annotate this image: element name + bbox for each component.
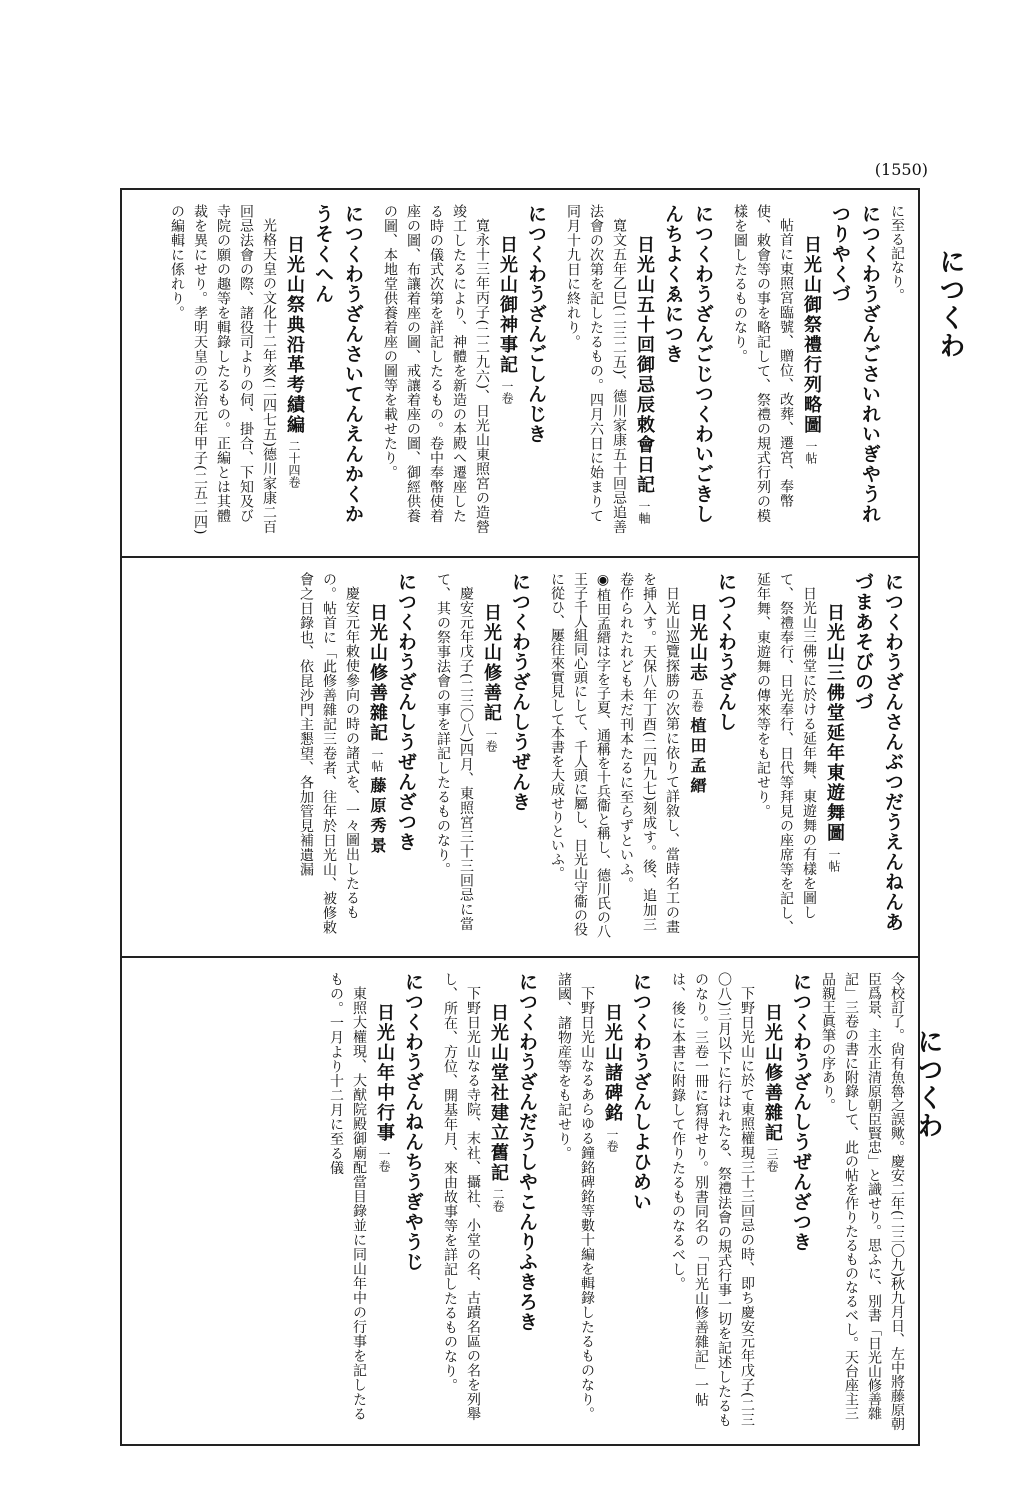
entry-title: 日光山三佛堂延年東遊舞圖 — [824, 602, 845, 843]
entry-body: 日光山巡覽探勝の次第に依りて詳敘し、當時名工の畫を挿入す。天保八年丁酉(二四九七)刻成す。後、追加三卷作られたれども未だ刊本たるに至らずといふ。 — [618, 572, 680, 934]
entry-title-line — [758, 1003, 786, 1432]
entry-body: 下野日光山に於て東照權現三十三回忌の時、即ち慶安元年戊子(二三〇八)三月以下に行はれたる、祭禮法會の規式行事一切を記述したるものなり。三卷一冊に寫得せり。別書同名の「日光山修善雜記」一帖は、後に本書に附錄して作りたるものなるべし。 — [670, 972, 755, 1428]
dictionary-entry — [751, 572, 908, 938]
entry-title: 日光山年中行事 — [374, 1002, 395, 1143]
page-number: (1550) — [874, 160, 928, 179]
entry-reading: につくわうざんごじつくわいごきしんちよくゑにつき — [662, 204, 714, 524]
entry-reading: につくわうざんさいてんえんかくかうそくへん — [312, 204, 364, 524]
entry-body: 慶安元年戊子(二三〇八)四月、東照宮三十三回忌に當て、其の祭事法會の事を詳記したるものなり。 — [435, 572, 474, 932]
entry-body: 帖首に東照宮臨號、贈位、改葬、遷宮、奉幣使、敕會等の事を略記して、祭禮の規式行列の模樣を圖したるものなり。 — [732, 204, 794, 523]
running-head-top: につくわ — [935, 248, 965, 360]
entry-title-line — [363, 603, 391, 938]
entry-note: ◉植田孟縉は字を子夏、通稱を十兵衞と稱し、德川氏の八王子千人組同心頭にして、千人頭に屬し、日光山守衞の役に從ひ、屢往來實見して本書を大成せりといふ。 — [549, 572, 611, 938]
entry-volume: 三卷 — [765, 1148, 779, 1172]
entry-title-line — [370, 1003, 398, 1432]
entry-reading: につくわうざんしうぜんざつき — [395, 572, 417, 852]
dictionary-entry — [324, 972, 428, 1432]
entry-reading: につくわうざんしうぜんき — [509, 572, 531, 812]
entry-body: 東照大權現、大猷院殿御廟配當目錄並に同山年中の行事を記したるもの。一月より十二月に至る儀 — [328, 972, 367, 1421]
entry-title-line — [477, 603, 505, 938]
entry-volume: 一帖 — [804, 440, 818, 464]
entry-title: 日光山五十回御忌辰敕會日記 — [634, 234, 655, 495]
entry-body: 慶安元年敕使參向の時の諸式を、一々圖出したるもの。帖首に「此修善雜記三卷者、往年於日光山、被修敕會之日錄也、依昆沙門主懇望、各加管見補遺漏 — [298, 572, 360, 935]
entry-title: 日光山志 — [687, 602, 708, 683]
dictionary-entry — [545, 572, 741, 938]
entry-volume: 一卷 — [500, 380, 514, 404]
dictionary-entry — [728, 204, 885, 536]
dictionary-entry — [438, 972, 542, 1432]
dictionary-entry — [666, 972, 816, 1432]
entry-title: 日光山諸碑銘 — [602, 1002, 623, 1123]
band-middle — [122, 556, 918, 952]
entry-volume: 二十四卷 — [287, 440, 301, 488]
entry-title-line — [598, 1003, 626, 1432]
entry-reading: につくわうざんごしんじき — [525, 204, 547, 444]
entry-reading: につくわうざんしよひめい — [630, 972, 652, 1212]
running-head-bottom: につくわ — [913, 1028, 943, 1140]
entry-body: 下野日光山なるあらゆる鐘銘碑銘等數十編を輯錄したるものなり。諸國、諸物産等をも記せり。 — [556, 972, 595, 1421]
entry-title: 日光山御神事記 — [497, 234, 518, 375]
band-top — [122, 190, 918, 550]
entry-volume: 一卷 — [484, 728, 498, 752]
continued-text: に至る記なり。 — [889, 204, 905, 302]
entry-body: 光格天皇の文化十二年亥(二四七五)德川家康二百回忌法會の際、諸役司よりの伺、掛合、下知及び寺院の願の趣等を輯錄したるもの。正編とは其體裁を異にせり。孝明天皇の元治元年甲子(二五二四)の編輯に係れり。 — [169, 204, 277, 535]
entry-volume: 一帖 — [827, 848, 841, 872]
entry-title-line — [797, 235, 825, 536]
entry-title: 日光山修善記 — [481, 602, 502, 723]
entry-title: 日光山修善雜記 — [762, 1002, 783, 1143]
entry-volume: 五卷 — [690, 688, 704, 712]
entry-title-line — [683, 603, 711, 938]
entry-reading: につくわうざんごさいれいぎやうれつりやくづ — [829, 204, 881, 524]
entry-volume: 一帖 — [370, 748, 384, 772]
entry-reading: につくわうざんし — [715, 572, 737, 732]
page-frame — [120, 188, 920, 1446]
entry-author: 植田孟縉 — [688, 717, 707, 798]
entry-reading: につくわうざんねんちうぎやうじ — [402, 972, 424, 1272]
entry-reading: につくわうざんさんぶつだうえんねんあづまあそびのづ — [852, 572, 904, 932]
dictionary-entry — [552, 972, 656, 1432]
entry-title-line — [493, 235, 521, 536]
entry-title: 日光山修善雜記 — [367, 602, 388, 743]
entry-title-line — [820, 603, 848, 938]
entry-body: 寛永十三年丙子(二二九六)、日光山東照宮の造營竣工したるにより、神體を新造の本殿へ遷座したる時の儀式次第を詳記したるもの。卷中奉幣使着座の圖、布讓着座の圖、戒讓着座の圖、御經供養の圖、本地堂供養着座の圖等を載せたり。 — [382, 204, 490, 535]
entry-title-line — [280, 235, 308, 536]
continued-text: 令校訂了。尙有魚魯之誤歟。慶安二年(二三〇九)秋九月日、左中將藤原朝臣爲景、主水正清原朝臣賢忠」と識せり。思ふに、別書「日光山修善雜記」三卷の書に附錄して、此の帖を作りたるものなるべし。天台座主三品親王眞筆の序あり。 — [820, 972, 905, 1431]
band-bottom — [122, 956, 918, 1446]
entry-title-line — [630, 235, 658, 536]
entry-title-line — [484, 1003, 512, 1432]
entry-title: 日光山堂社建立舊記 — [488, 1002, 509, 1183]
entry-author: 藤原秀景 — [368, 777, 387, 858]
dictionary-entry — [294, 572, 421, 938]
entry-title: 日光山祭典沿革考績編 — [284, 234, 305, 435]
entry-volume: 一卷 — [605, 1128, 619, 1152]
entry-body: 下野日光山なる寺院、末社、攝社、小堂の名、古蹟名區の名を列舉し、所在、方位、開基年月、來由故事等を詳記したるものなり。 — [442, 972, 481, 1421]
entry-body: 寛文五年乙巳(二三二五)、德川家康五十回忌追善法會の次第を記したるもの。四月六日に始まりて同月十九日に終れり。 — [565, 204, 627, 535]
entry-title: 日光山御祭禮行列略圖 — [801, 234, 822, 435]
entry-reading: につくわうざんだうしやこんりふきろき — [516, 972, 538, 1332]
dictionary-entry — [431, 572, 535, 938]
entry-body: 日光山三佛堂に於ける延年舞、東遊舞の有樣を圖して、祭禮奉行、日光奉行、日代等拜見の座席等を記し、延年舞、東遊舞の傳來等をも記せり。 — [755, 572, 817, 935]
entry-volume: 二卷 — [491, 1188, 505, 1212]
dictionary-entry — [165, 204, 368, 536]
dictionary-entry — [561, 204, 718, 536]
dictionary-entry — [378, 204, 551, 536]
entry-volume: 一軸 — [637, 500, 651, 524]
entry-reading: につくわうざんしうぜんざつき — [790, 972, 812, 1252]
entry-volume: 一卷 — [377, 1148, 391, 1172]
